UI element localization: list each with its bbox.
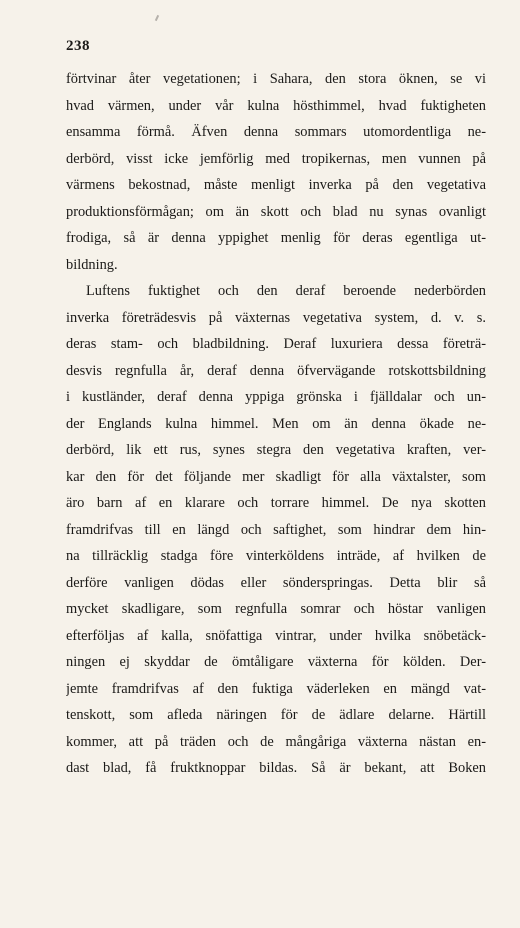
text-line: deras stam- och bladbildning. Deraf luxuriera dessa företrä- <box>66 336 486 352</box>
text-line: dast blad, få fruktknoppar bildas. Så är bekant, att Boken <box>66 760 486 776</box>
text-line: bildning. <box>66 256 118 273</box>
text-line: förtvinar åter vegetationen; i Sahara, den stora öknen, se vi <box>66 71 486 87</box>
text-line: jemte framdrifvas af den fuktiga väderleken en mängd vat- <box>66 680 486 697</box>
page-number: 238 <box>66 38 90 54</box>
text-line: ensamma förmå. Äfven denna sommars utomordentliga ne- <box>66 124 486 140</box>
text-line: ningen ej skyddar de ömtåligare växterna för kölden. Der- <box>66 654 486 670</box>
text-line: inverka företrädesvis på växternas vegetativa system, d. v. s. <box>66 309 486 326</box>
paragraph-1 <box>66 66 486 278</box>
text-line: Luftens fuktighet och den deraf beroende nederbörden <box>86 283 486 299</box>
text-line: derbörd, visst icke jemförlig med tropikernas, men vunnen på <box>66 150 486 167</box>
paragraph-2 <box>66 278 486 782</box>
text-line: produktionsförmågan; om än skott och blad nu synas ovanligt <box>66 203 486 220</box>
text-line: derföre vanligen dödas eller sönderspringas. Detta blir så <box>66 574 486 591</box>
text-line: värmens bekostnad, måste menligt inverka på den vegetativa <box>66 177 486 193</box>
ink-mark <box>155 15 159 21</box>
text-line: hvad värmen, under vår kulna hösthimmel, hvad fuktigheten <box>66 97 486 114</box>
text-line: efterföljas af kalla, snöfattiga vintrar, under hvilka snöbetäck- <box>66 627 486 644</box>
text-line: desvis regnfulla år, deraf denna öfvervägande rotskottsbildning <box>66 362 486 379</box>
text-line: der Englands kulna himmel. Men om än denna ökade ne- <box>66 415 486 432</box>
text-line: kar den för det följande mer skadligt för alla växtalster, som <box>66 468 486 485</box>
text-line: framdrifvas till en längd och saftighet, som hindrar dem hin- <box>66 521 486 538</box>
text-line: äro barn af en klarare och torrare himmel. De nya skotten <box>66 495 486 511</box>
text-line: kommer, att på träden och de mångåriga växterna nästan en- <box>66 733 486 750</box>
text-line: derbörd, lik ett rus, synes stegra den vegetativa kraften, ver- <box>66 442 486 458</box>
text-line: na tillräcklig stadga före vinterköldens inträde, af hvilken de <box>66 548 486 564</box>
text-line: frodiga, så är denna yppighet menlig för deras egentliga ut- <box>66 230 486 246</box>
text-line: i kustländer, deraf denna yppiga grönska i fjälldalar och un- <box>66 389 486 405</box>
text-line: tenskott, som afleda näringen för de ädlare delarne. Härtill <box>66 707 486 723</box>
body-text <box>66 66 486 782</box>
text-line: mycket skadligare, som regnfulla somrar och höstar vanligen <box>66 601 486 617</box>
